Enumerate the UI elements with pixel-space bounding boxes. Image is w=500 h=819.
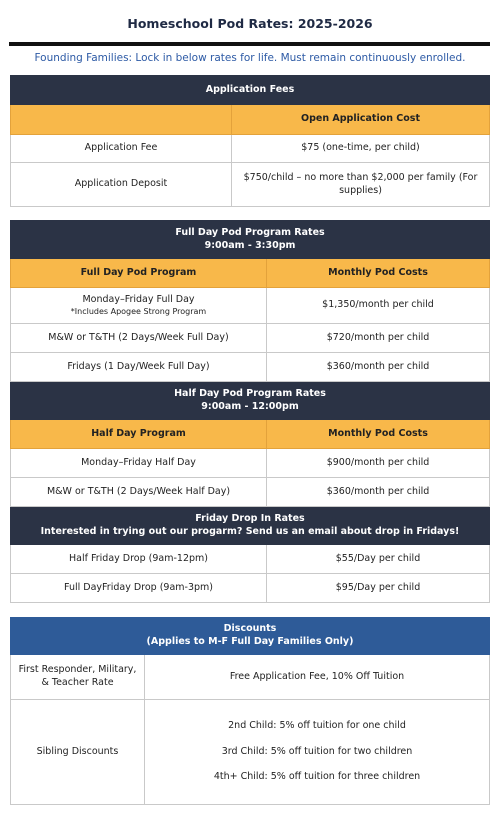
page-title: Homeschool Pod Rates: 2025-2026 bbox=[127, 16, 373, 31]
application-blank-header bbox=[11, 105, 232, 135]
sibling-discounts-label: Sibling Discounts bbox=[11, 700, 145, 805]
table-row bbox=[11, 163, 490, 207]
sibling-discount-4th: 4th+ Child: 5% off tuition for three children bbox=[213, 771, 421, 783]
full-day-mf-program: Monday–Friday Full Day bbox=[82, 293, 195, 305]
full-day-2day-program: M&W or T&TH (2 Days/Week Full Day) bbox=[11, 324, 267, 353]
full-day-program-header: Full Day Pod Program bbox=[11, 259, 267, 288]
sibling-discount-3rd: 3rd Child: 5% off tuition for two children bbox=[221, 745, 413, 757]
table-row bbox=[11, 478, 490, 507]
open-application-cost-header: Open Application Cost bbox=[232, 105, 490, 135]
table-row bbox=[11, 574, 490, 603]
full-day-friday-cost: $360/month per child bbox=[267, 353, 490, 382]
application-fee-cost: $75 (one-time, per child) bbox=[232, 135, 490, 163]
full-day-header bbox=[11, 221, 490, 259]
application-deposit-cost: $750/child – no more than $2,000 per family (For supplies) bbox=[232, 163, 490, 207]
discounts-title: Discounts bbox=[223, 623, 277, 635]
half-day-mf-program: Monday–Friday Half Day bbox=[11, 449, 267, 478]
full-day-mf-cost: $1,350/month per child bbox=[267, 288, 490, 324]
table-row bbox=[11, 135, 490, 163]
full-day-2day-cost: $720/month per child bbox=[267, 324, 490, 353]
table-row bbox=[11, 353, 490, 382]
founding-families-note: Founding Families: Lock in below rates for life. Must remain continuously enrolled. bbox=[34, 52, 466, 64]
sibling-discounts-list bbox=[145, 700, 490, 805]
full-day-title: Full Day Pod Program Rates bbox=[175, 226, 325, 238]
table-row bbox=[11, 324, 490, 353]
application-deposit-label: Application Deposit bbox=[11, 163, 232, 207]
half-day-2day-program: M&W or T&TH (2 Days/Week Half Day) bbox=[11, 478, 267, 507]
drop-in-title: Friday Drop In Rates bbox=[195, 512, 305, 524]
drop-in-header bbox=[11, 507, 490, 545]
full-day-cost-header: Monthly Pod Costs bbox=[267, 259, 490, 288]
half-friday-drop-program: Half Friday Drop (9am-12pm) bbox=[11, 545, 267, 574]
half-day-program-header: Half Day Program bbox=[11, 420, 267, 449]
full-day-hours: 9:00am - 3:30pm bbox=[204, 239, 296, 251]
half-day-title: Half Day Pod Program Rates bbox=[174, 387, 326, 399]
application-fees-header: Application Fees bbox=[11, 76, 490, 105]
half-day-header bbox=[11, 382, 490, 420]
discounts-table bbox=[10, 617, 490, 805]
responder-rate-label: First Responder, Military, & Teacher Rate bbox=[11, 655, 145, 700]
apogee-note: *Includes Apogee Strong Program bbox=[70, 306, 207, 316]
drop-in-subtitle: Interested in trying out our progarm? Send us an email about drop in Fridays! bbox=[40, 525, 460, 537]
responder-rate-value: Free Application Fee, 10% Off Tuition bbox=[145, 655, 490, 700]
full-friday-drop-program: Full DayFriday Drop (9am-3pm) bbox=[11, 574, 267, 603]
table-row bbox=[11, 449, 490, 478]
title-divider bbox=[9, 42, 490, 46]
discounts-header bbox=[11, 618, 490, 655]
half-day-2day-cost: $360/month per child bbox=[267, 478, 490, 507]
table-row bbox=[11, 545, 490, 574]
full-day-friday-program: Fridays (1 Day/Week Full Day) bbox=[11, 353, 267, 382]
application-fee-label: Application Fee bbox=[11, 135, 232, 163]
half-day-mf-cost: $900/month per child bbox=[267, 449, 490, 478]
half-day-cost-header: Monthly Pod Costs bbox=[267, 420, 490, 449]
table-row bbox=[11, 655, 490, 700]
discounts-subtitle: (Applies to M-F Full Day Families Only) bbox=[146, 636, 354, 647]
half-day-hours: 9:00am - 12:00pm bbox=[201, 400, 299, 412]
table-row bbox=[11, 700, 490, 805]
table-row bbox=[11, 288, 490, 324]
program-rates-table bbox=[10, 220, 490, 603]
half-friday-drop-cost: $55/Day per child bbox=[267, 545, 490, 574]
full-friday-drop-cost: $95/Day per child bbox=[267, 574, 490, 603]
application-fees-table bbox=[10, 75, 490, 207]
sibling-discount-2nd: 2nd Child: 5% off tuition for one child bbox=[228, 719, 406, 731]
